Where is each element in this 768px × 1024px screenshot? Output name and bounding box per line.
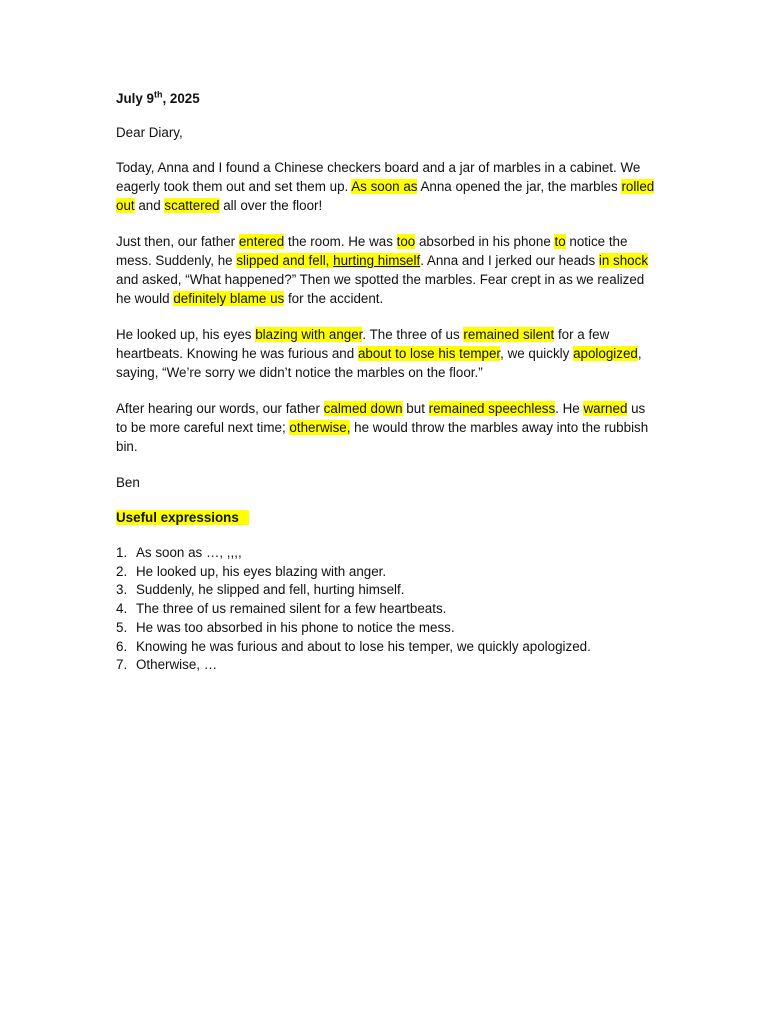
highlighted-phrase: calmed down [323,401,403,416]
diary-content [116,89,656,675]
paragraph-text: . Anna and I jerked our heads [420,253,599,268]
highlighted-phrase: about to lose his temper [357,346,501,361]
diary-body [116,158,656,456]
highlighted-phrase: slipped and fell, [236,253,334,268]
expression-item [116,544,656,563]
signature: Ben [116,475,140,490]
item-text: The three of us remained silent for a few heartbeats. [136,601,447,617]
highlighted-phrase: rolled out [116,179,655,213]
item-text: He was too absorbed in his phone to notice the mess. [136,619,455,635]
useful-expressions-heading [116,508,656,527]
paragraph-text: and asked, “What happened?” Then we spotted the marbles. Fear crept in as we realized he would [116,272,645,306]
expression-item [116,600,656,619]
paragraph-text: Anna opened the jar, the marbles [417,179,622,194]
highlighted-phrase: remained silent [463,327,555,342]
paragraph-text: absorbed in his phone [415,234,555,249]
expression-item [116,638,656,657]
expression-item [116,581,656,600]
heading-label: Useful expressions [116,510,249,525]
item-number: 6. [116,638,128,654]
paragraph-text: notice the mess. Suddenly, he [116,234,628,268]
item-number: 7. [116,657,128,673]
paragraph-text: Today, Anna and I found a Chinese checkers board and a jar of marbles in a cabinet. We eagerly took them out and set them up. [116,160,641,194]
highlighted-phrase: entered [238,234,285,249]
paragraph-text: us to be more careful next time; [116,401,646,435]
paragraph-text: . He [555,401,584,416]
item-text: As soon as …, ,,,, [136,545,242,560]
expression-item [116,656,656,675]
paragraph-text: for a few heartbeats. Knowing he was furious and [116,327,610,361]
highlighted-phrase: apologized [573,346,638,361]
expression-item [116,619,656,638]
diary-paragraph [116,158,656,215]
salutation: Dear Diary, [116,125,183,140]
item-number: 3. [116,582,128,598]
highlighted-phrase: remained speechless [428,401,556,416]
paragraph-text: He looked up, his eyes [116,327,256,342]
highlighted-phrase: blazing with anger [255,327,363,342]
paragraph-text: he would throw the marbles away into the rubbish bin. [116,420,649,454]
highlighted-phrase: otherwise, [289,420,351,435]
expression-item [116,563,656,582]
underlined-highlighted-phrase: hurting himself [333,253,421,268]
item-text: Knowing he was furious and about to lose his temper, we quickly apologized. [136,638,591,654]
diary-paragraph [116,325,656,382]
highlighted-phrase: As soon as [351,179,418,194]
paragraph-text: but [402,401,429,416]
diary-date [116,89,656,108]
diary-paragraph [116,399,656,456]
paragraph-text: , we quickly [500,346,574,361]
item-number: 2. [116,563,128,579]
paragraph-text: the room. He was [284,234,397,249]
highlighted-phrase: to [554,234,566,249]
item-text: Suddenly, he slipped and fell, hurting himself. [136,582,405,598]
paragraph-text: and [134,198,165,213]
paragraph-text: all over the floor! [219,198,323,213]
highlighted-phrase: warned [583,401,628,416]
date-text: July 9 [116,91,154,106]
item-number: 1. [116,545,128,560]
paragraph-text: After hearing our words, our father [116,401,324,416]
paragraph-text: for the accident. [284,291,384,306]
highlighted-phrase: definitely blame us [173,291,285,306]
item-text: Otherwise, … [136,657,218,673]
item-number: 5. [116,619,128,635]
highlighted-phrase: in shock [598,253,649,268]
item-number: 4. [116,601,128,617]
date-superscript: th [153,89,163,100]
paragraph-text: Just then, our father [116,234,239,249]
diary-paragraph [116,232,656,308]
item-text: He looked up, his eyes blazing with anger. [136,563,387,579]
paragraph-text: . The three of us [362,327,464,342]
highlighted-phrase: too [396,234,416,249]
date-year: , 2025 [162,91,200,106]
highlighted-phrase: scattered [164,198,220,213]
paragraph-text: , saying, “We’re sorry we didn’t notice the marbles on the floor.” [116,346,642,380]
expression-list [116,544,656,675]
